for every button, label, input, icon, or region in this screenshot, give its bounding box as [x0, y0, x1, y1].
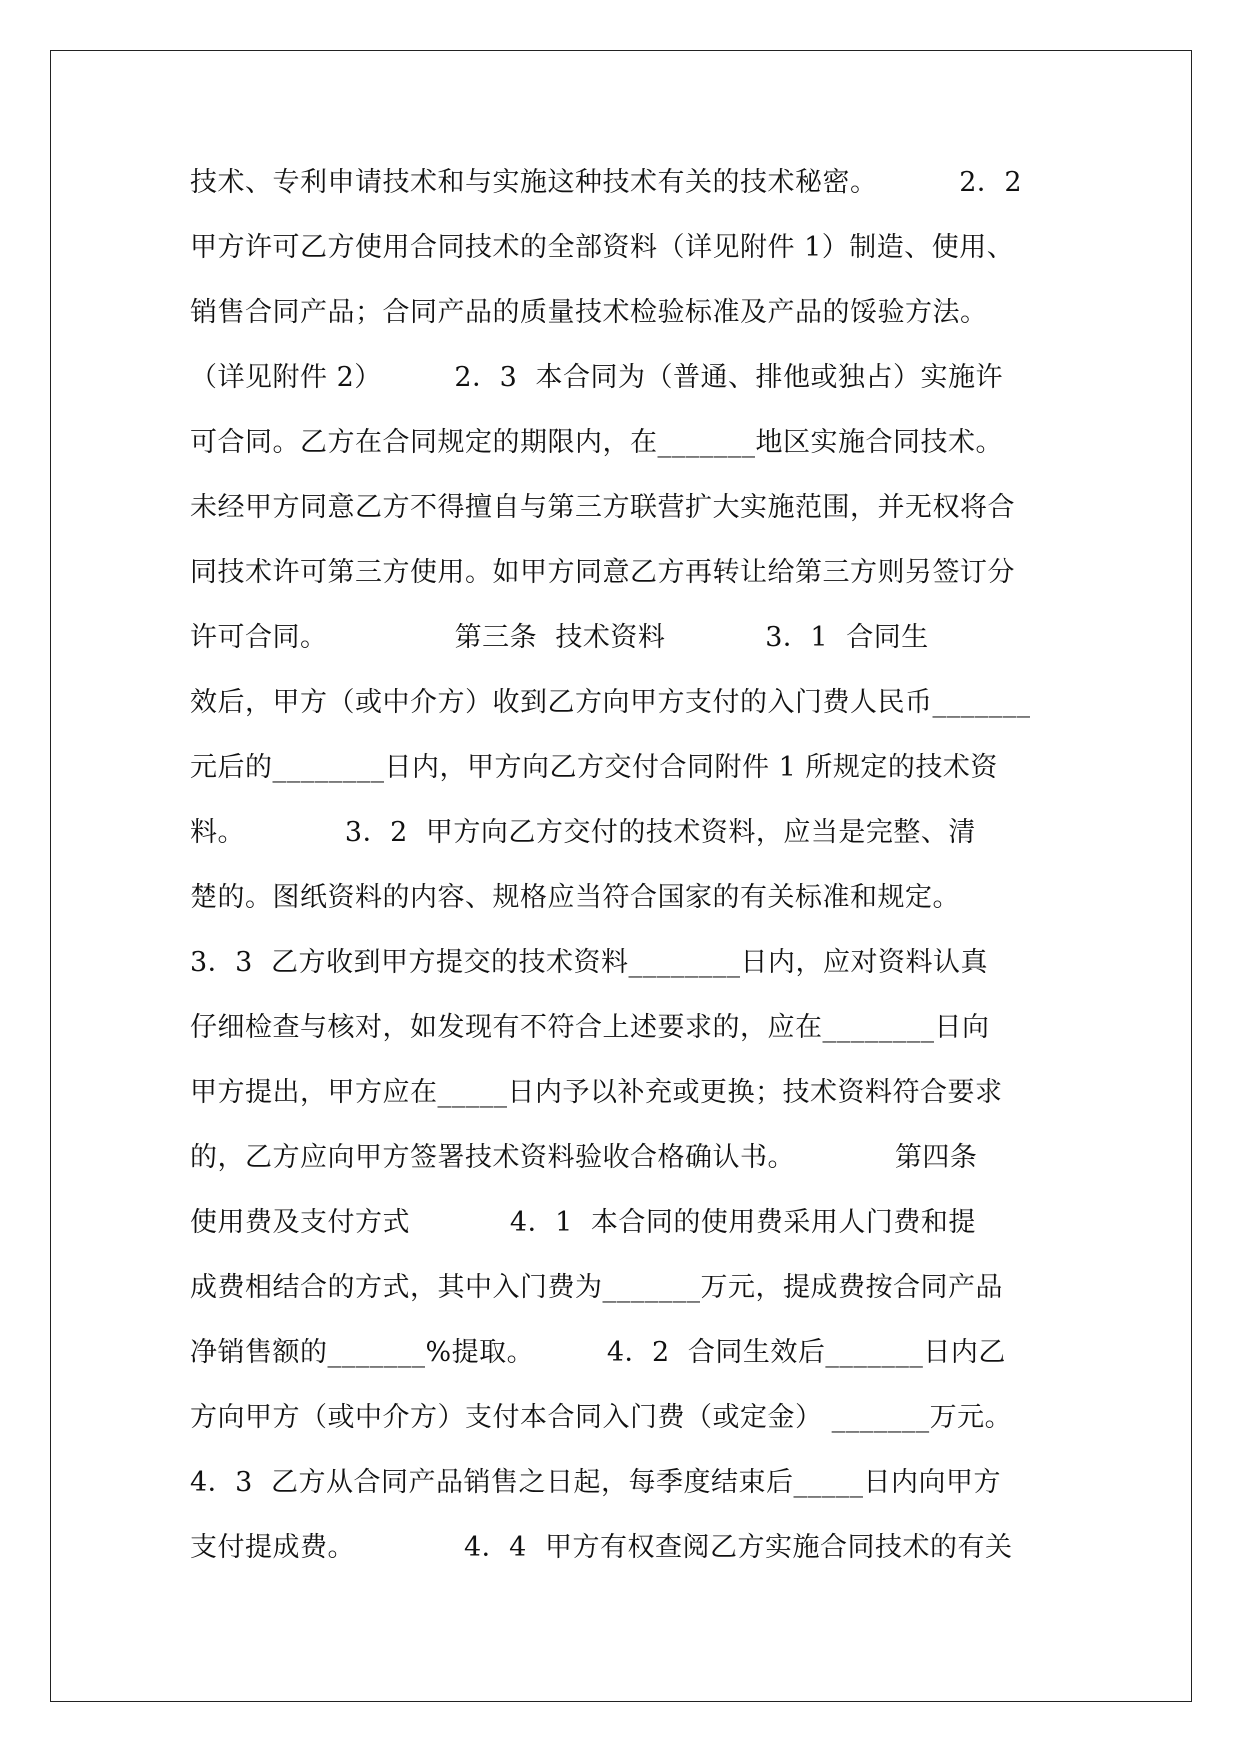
- text-line: 技术、专利申请技术和与实施这种技术有关的技术秘密。 2．2: [190, 167, 1023, 198]
- text-line: 同技术许可第三方使用。如甲方同意乙方再转让给第三方则另签订分: [190, 557, 1015, 588]
- text-line: 可合同。乙方在合同规定的期限内，在_______地区实施合同技术。: [190, 427, 1003, 458]
- text-line: 净销售额的_______%提取。 4．2 合同生效后_______日内乙: [190, 1337, 1006, 1368]
- text-line: 3．3 乙方收到甲方提交的技术资料________日内，应对资料认真: [190, 947, 989, 978]
- text-line: 使用费及支付方式 4．1 本合同的使用费采用人门费和提: [190, 1207, 976, 1238]
- text-line: 仔细检查与核对，如发现有不符合上述要求的，应在________日向: [190, 1012, 990, 1043]
- text-line: 4．3 乙方从合同产品销售之日起，每季度结束后_____日内向甲方: [190, 1467, 1002, 1498]
- text-line: 方向甲方（或中介方）支付本合同入门费（或定金） _______万元。: [190, 1402, 1013, 1433]
- text-line: 甲方提出，甲方应在_____日内予以补充或更换；技术资料符合要求: [190, 1077, 1003, 1108]
- text-line: 许可合同。 第三条 技术资料 3．1 合同生: [190, 622, 929, 653]
- text-line: 料。 3．2 甲方向乙方交付的技术资料，应当是完整、清: [190, 817, 976, 848]
- text-line: 楚的。图纸资料的内容、规格应当符合国家的有关标准和规定。: [190, 882, 960, 913]
- text-line: （详见附件 2） 2．3 本合同为（普通、排他或独占）实施许: [190, 362, 1003, 393]
- text-line: 成费相结合的方式，其中入门费为_______万元，提成费按合同产品: [190, 1272, 1003, 1303]
- text-line: 未经甲方同意乙方不得擅自与第三方联营扩大实施范围，并无权将合: [190, 492, 1015, 523]
- text-line: 的，乙方应向甲方签署技术资料验收合格确认书。 第四条: [190, 1142, 978, 1173]
- text-line: 甲方许可乙方使用合同技术的全部资料（详见附件 1）制造、使用、: [190, 232, 1015, 263]
- document-body: [190, 150, 1070, 1580]
- text-line: 元后的________日内，甲方向乙方交付合同附件 1 所规定的技术资: [190, 752, 998, 783]
- text-line: 效后，甲方（或中介方）收到乙方向甲方支付的入门费人民币_______: [190, 687, 1031, 718]
- text-line: 支付提成费。 4．4 甲方有权查阅乙方实施合同技术的有关: [190, 1532, 1013, 1563]
- text-line: 销售合同产品；合同产品的质量技术检验标准及产品的馁验方法。: [190, 297, 988, 328]
